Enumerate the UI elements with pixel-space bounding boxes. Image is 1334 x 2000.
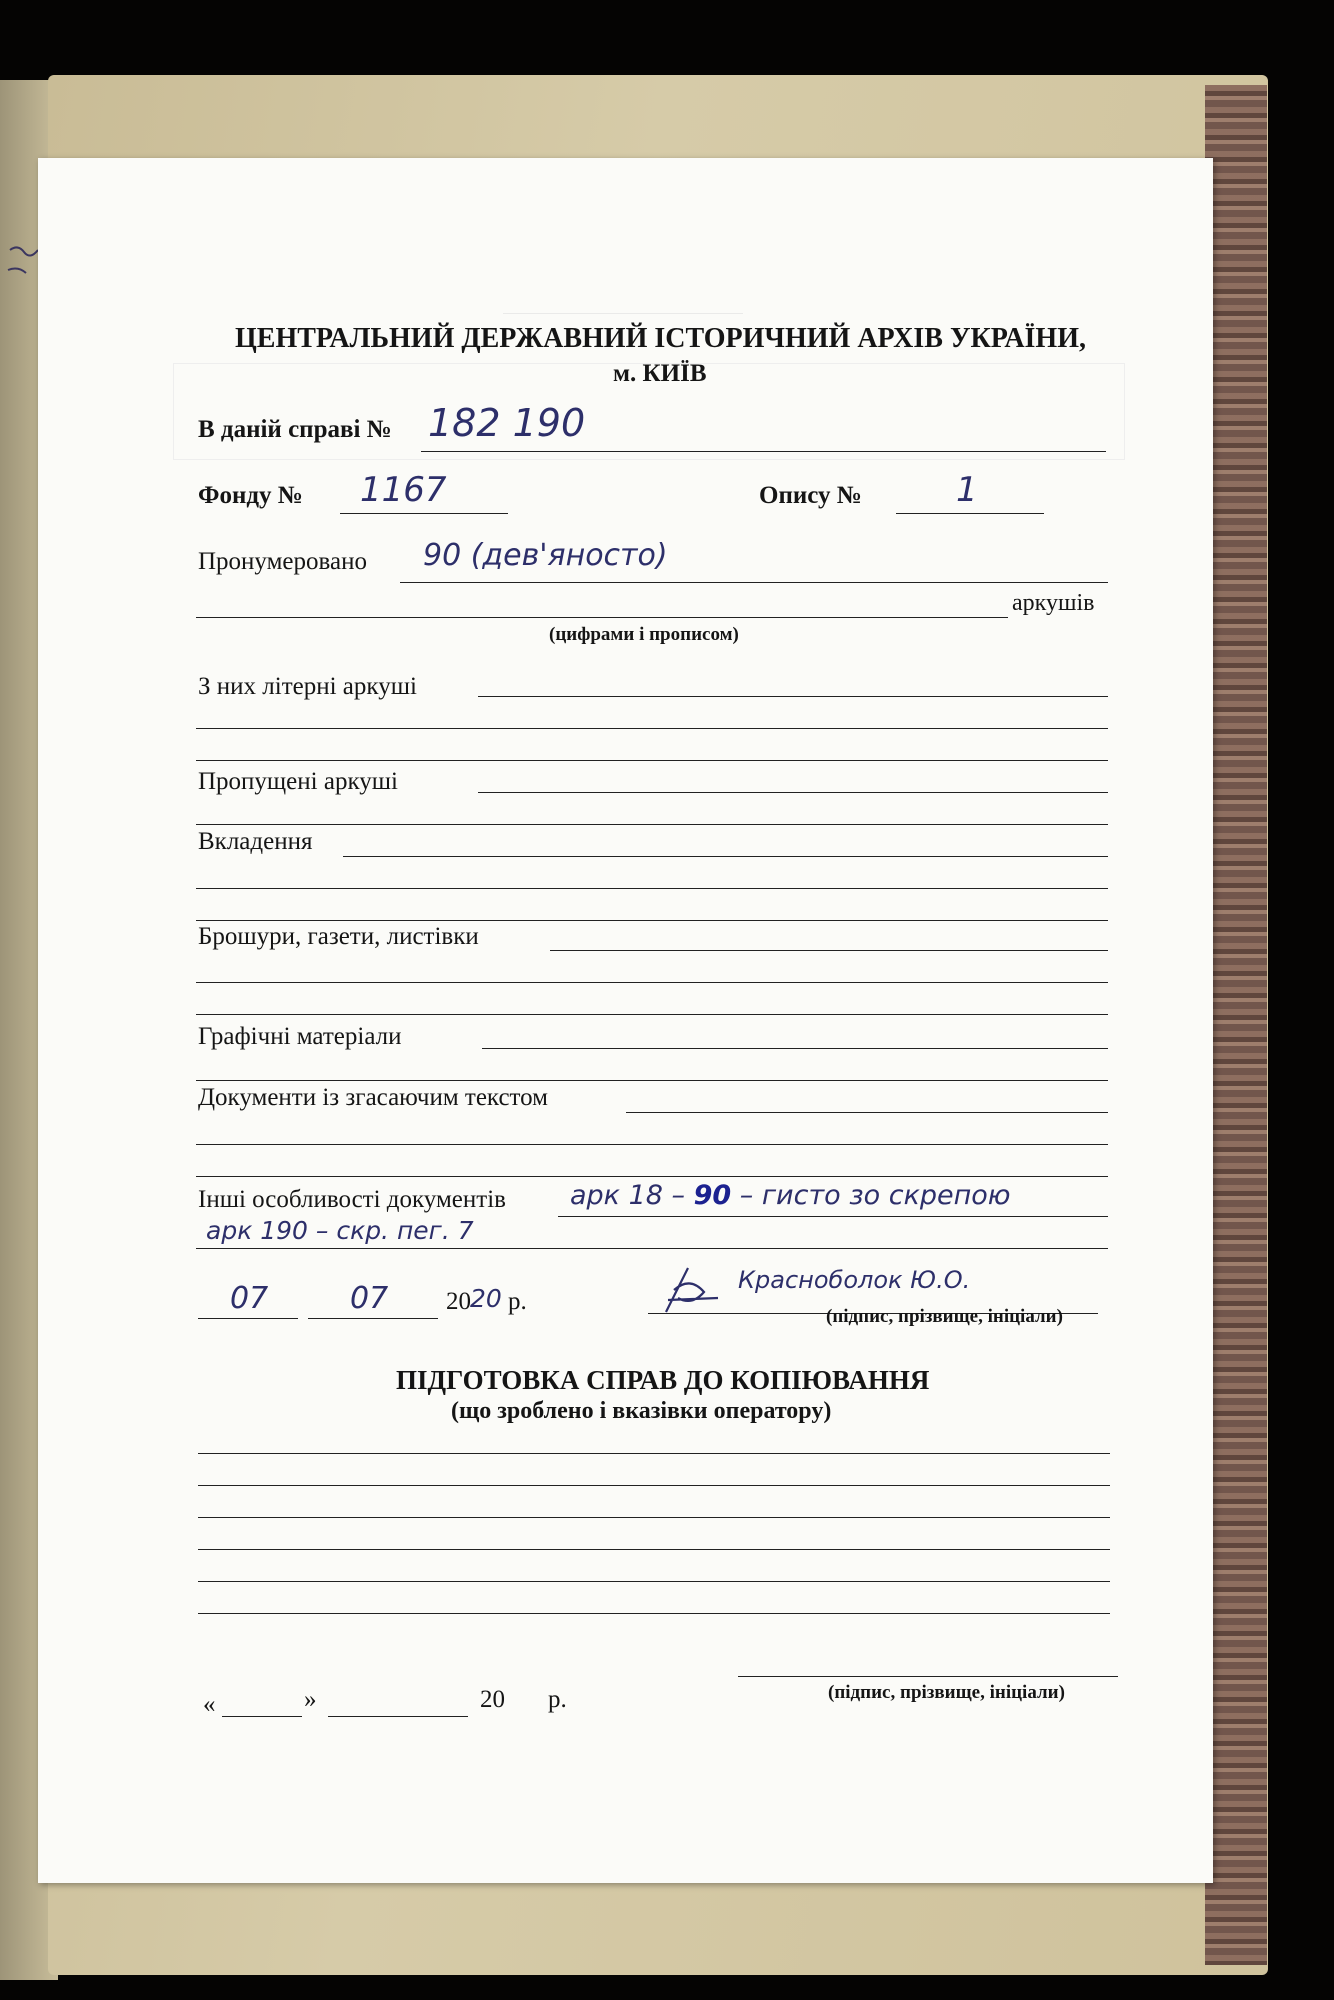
case-value: 182 190 xyxy=(428,401,586,445)
graphic-label: Графічні матеріали xyxy=(198,1023,402,1050)
fading-line-1[interactable] xyxy=(626,1112,1108,1113)
month-value: 07 xyxy=(350,1281,389,1316)
prep-line-3[interactable] xyxy=(198,1517,1110,1518)
year-suffix: р. xyxy=(508,1288,527,1315)
archive-title: ЦЕНТРАЛЬНИЙ ДЕРЖАВНИЙ ІСТОРИЧНИЙ АРХІВ УКРАЇНИ, xyxy=(235,323,1086,354)
opys-label: Опису № xyxy=(759,482,862,509)
year-prefix: 20 xyxy=(446,1288,471,1315)
other-note-2: арк 190 – скр. пег. 7 xyxy=(206,1216,474,1245)
year-hand: 20 xyxy=(470,1284,502,1313)
form-sheet xyxy=(38,158,1213,1883)
fading-label: Документи із згасаючим текстом xyxy=(198,1084,548,1111)
fond-value: 1167 xyxy=(360,470,447,510)
day-line[interactable] xyxy=(198,1318,298,1319)
attachments-line-2[interactable] xyxy=(196,888,1108,889)
opys-value: 1 xyxy=(956,470,978,510)
skipped-line-1[interactable] xyxy=(478,792,1108,793)
brochures-line-1[interactable] xyxy=(550,950,1108,951)
case-label: В даній справі № xyxy=(198,416,392,443)
liter-line-2[interactable] xyxy=(196,728,1108,729)
other-note-1c: – гисто зо скрепою xyxy=(739,1180,1011,1211)
prep-line-5[interactable] xyxy=(198,1581,1110,1582)
attachments-line-3[interactable] xyxy=(196,920,1108,921)
bottom-quote-open: « xyxy=(203,1691,216,1718)
signature-name: Красноболок Ю.О. xyxy=(738,1266,971,1294)
attachments-label: Вкладення xyxy=(198,828,313,855)
liter-line-3[interactable] xyxy=(196,760,1108,761)
numbered-value: 90 (дев'яносто) xyxy=(423,538,668,573)
liter-label: З них літерні аркуші xyxy=(198,673,417,700)
skipped-line-2[interactable] xyxy=(196,824,1108,825)
bottom-day-line[interactable] xyxy=(222,1716,302,1717)
prep-line-4[interactable] xyxy=(198,1549,1110,1550)
bottom-month-line[interactable] xyxy=(328,1716,468,1717)
fading-line-3[interactable] xyxy=(196,1176,1108,1177)
signature-caption: (підпис, прізвище, ініціали) xyxy=(826,1306,1063,1327)
fond-line[interactable] xyxy=(340,513,508,514)
folder-spine-edge xyxy=(1205,85,1267,1965)
bottom-signature-line[interactable] xyxy=(738,1676,1118,1677)
prep-title: ПІДГОТОВКА СПРАВ ДО КОПІЮВАННЯ xyxy=(396,1365,930,1395)
prep-subtitle: (що зроблено і вказівки оператору) xyxy=(451,1398,832,1424)
fond-label: Фонду № xyxy=(198,482,303,509)
other-line-2[interactable] xyxy=(196,1248,1108,1249)
numbered-line-2[interactable] xyxy=(196,617,1008,618)
other-note-1b: 90 xyxy=(693,1180,732,1211)
bottom-signature-caption: (підпис, прізвище, ініціали) xyxy=(828,1682,1065,1703)
other-note-1 xyxy=(570,1180,1011,1211)
case-line[interactable] xyxy=(421,451,1106,452)
brochures-line-2[interactable] xyxy=(196,982,1108,983)
day-value: 07 xyxy=(230,1281,269,1316)
fading-line-2[interactable] xyxy=(196,1144,1108,1145)
numbered-hint: (цифрами і прописом) xyxy=(549,624,739,645)
skipped-label: Пропущені аркуші xyxy=(198,768,398,795)
prep-line-6[interactable] xyxy=(198,1613,1110,1614)
graphic-line-2[interactable] xyxy=(196,1080,1108,1081)
prep-line-2[interactable] xyxy=(198,1485,1110,1486)
opys-line[interactable] xyxy=(896,513,1044,514)
brochures-label: Брошури, газети, листівки xyxy=(198,923,479,950)
archive-city: м. КИЇВ xyxy=(613,360,707,387)
prep-line-1[interactable] xyxy=(198,1453,1110,1454)
numbered-suffix: аркушів xyxy=(1012,590,1095,616)
numbered-line-1[interactable] xyxy=(400,582,1108,583)
month-line[interactable] xyxy=(308,1318,438,1319)
other-line-1[interactable] xyxy=(558,1216,1108,1217)
other-label: Інші особливості документів xyxy=(198,1186,506,1213)
attachments-line-1[interactable] xyxy=(343,856,1108,857)
brochures-line-3[interactable] xyxy=(196,1014,1108,1015)
graphic-line-1[interactable] xyxy=(482,1048,1108,1049)
bottom-year: 20 xyxy=(480,1686,505,1713)
signature-mark xyxy=(660,1260,730,1320)
liter-line-1[interactable] xyxy=(478,696,1108,697)
bottom-r: р. xyxy=(548,1686,567,1713)
other-note-1a: арк 18 – xyxy=(570,1180,686,1211)
numbered-label: Пронумеровано xyxy=(198,548,367,575)
bottom-quote-close: » xyxy=(304,1686,317,1713)
